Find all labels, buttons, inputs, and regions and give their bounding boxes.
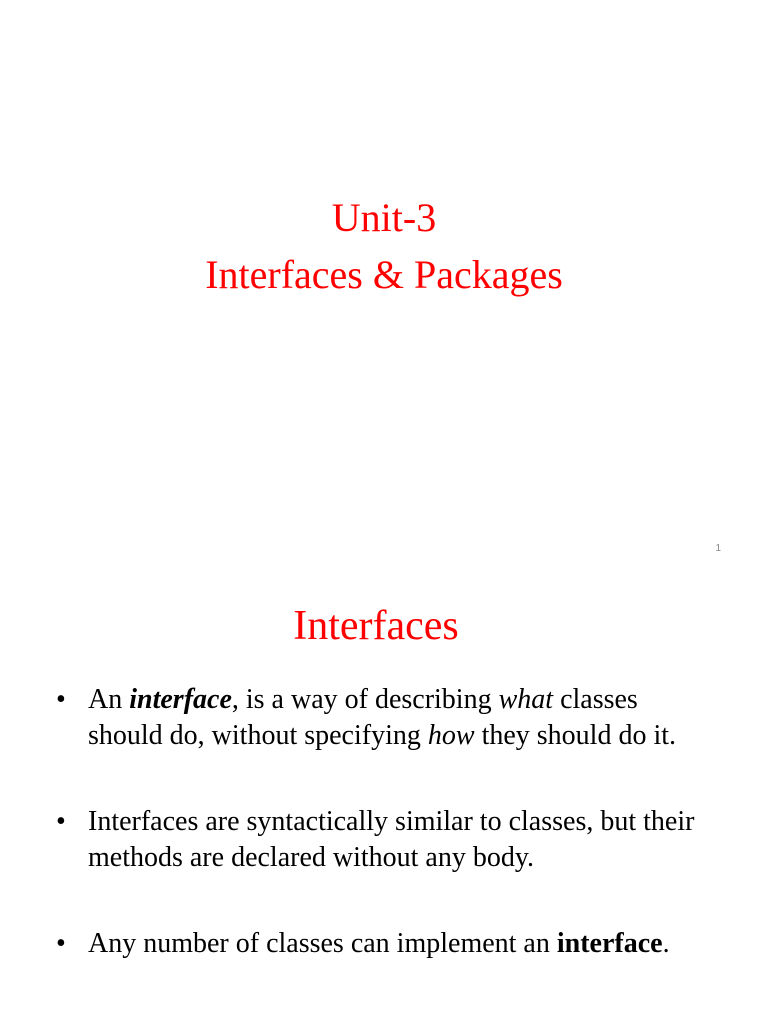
unit-subtitle: Interfaces & Packages: [205, 252, 563, 297]
unit-title: Unit-3: [331, 195, 437, 240]
text-segment: An: [88, 684, 130, 715]
text-segment: Any number of classes can implement an: [88, 928, 557, 959]
text-segment: .: [662, 928, 670, 959]
bullet-item-implement: [56, 926, 716, 962]
slide-1-title: [0, 189, 768, 303]
bullet-item-interface-definition: [56, 682, 716, 754]
bullet-dot: •: [56, 928, 66, 959]
bullet-dot: •: [56, 806, 66, 837]
bullet-item-syntax: [56, 804, 716, 876]
bullet-list: [56, 682, 716, 962]
bullet-dot: •: [56, 684, 66, 715]
text-segment: Interfaces are syntactically similar to classes, but their methods are declared without any body.: [88, 806, 695, 873]
text-segment: they should do it.: [474, 720, 677, 751]
emphasis-interface: interface: [129, 684, 232, 715]
emphasis-what: what: [498, 684, 554, 715]
emphasis-how: how: [427, 720, 475, 751]
text-segment: , is a way of describing: [231, 684, 499, 715]
emphasis-interface: interface: [556, 928, 663, 959]
text-segment: classes should do, without specifying: [88, 684, 638, 751]
slide-number: 1: [715, 543, 721, 554]
slide-2: [0, 576, 768, 1024]
slide-2-title: Interfaces: [293, 603, 459, 649]
